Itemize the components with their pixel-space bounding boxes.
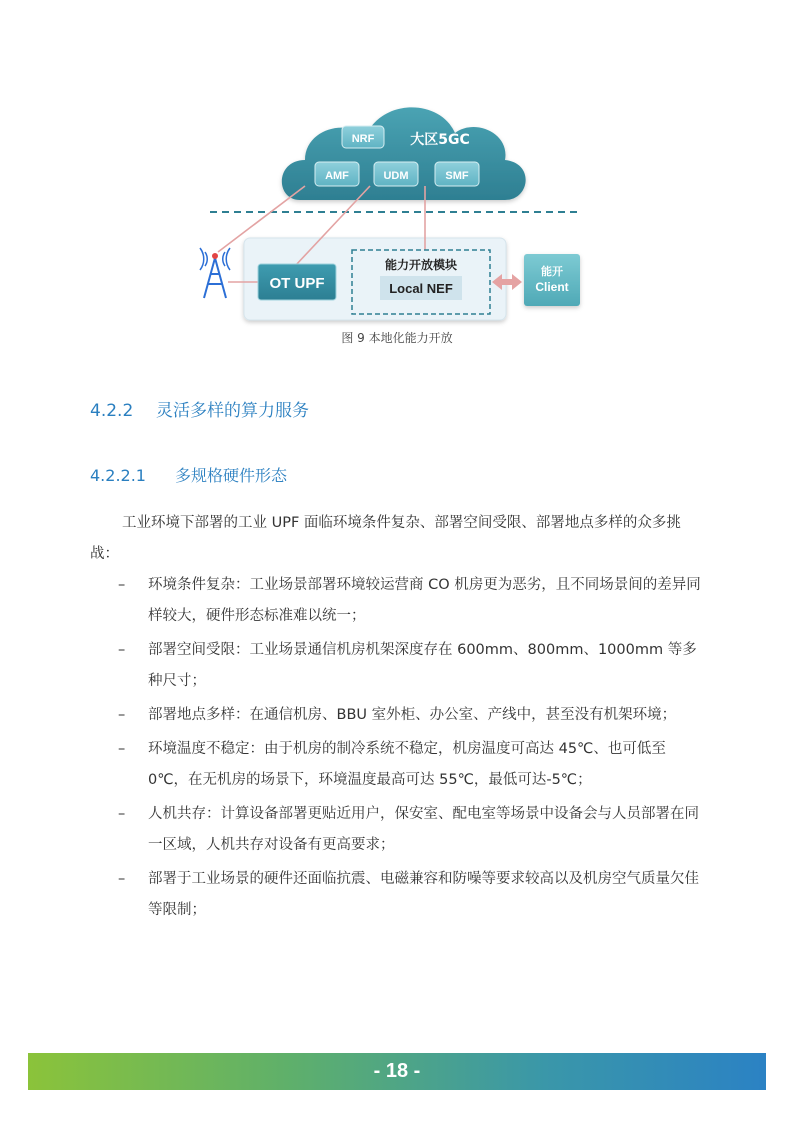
list-item bbox=[90, 799, 702, 861]
challenge-list bbox=[90, 570, 702, 929]
footer-bar bbox=[28, 1053, 766, 1090]
bullet-dash: – bbox=[118, 642, 126, 658]
capability-module-title: 能力开放模块 bbox=[384, 258, 458, 272]
amf-label: AMF bbox=[325, 170, 349, 182]
list-item-text: 部署于工业场景的硬件还面临抗震、电磁兼容和防噪等要求较高以及机房空气质量欠佳等限制； bbox=[148, 871, 699, 918]
figure-caption: 图 9 本地化能力开放 bbox=[341, 331, 453, 345]
section-number: 4.2.2 bbox=[90, 401, 134, 421]
subsection-number: 4.2.2.1 bbox=[90, 466, 146, 485]
client-label-line1: 能开 bbox=[541, 265, 563, 278]
subsection-title: 多规格硬件形态 bbox=[175, 466, 288, 485]
section-title: 灵活多样的算力服务 bbox=[156, 401, 309, 421]
subsection-heading bbox=[90, 463, 287, 486]
list-item bbox=[90, 864, 702, 926]
section-heading bbox=[90, 396, 309, 421]
list-item bbox=[90, 700, 702, 731]
list-item-text: 环境温度不稳定：由于机房的制冷系统不稳定，机房温度可高达 45℃、也可低至 0℃，在无机房的场景下，环境温度最高可达 55℃，最低可达-5℃； bbox=[148, 741, 666, 788]
list-item bbox=[90, 570, 702, 632]
bullet-dash: – bbox=[118, 806, 126, 822]
client-label-line2: Client bbox=[535, 280, 569, 294]
intro-paragraph bbox=[90, 508, 702, 570]
list-item-text: 环境条件复杂：工业场景部署环境较运营商 CO 机房更为恶劣，且不同场景间的差异同样较大，硬件形态标准难以统一； bbox=[148, 577, 701, 624]
cloud-title: 大区5GC bbox=[410, 132, 470, 148]
nrf-label: NRF bbox=[351, 133, 375, 145]
bullet-dash: – bbox=[118, 707, 126, 723]
local-nef-label: Local NEF bbox=[389, 281, 453, 296]
bullet-dash: – bbox=[118, 871, 126, 887]
antenna-tower-icon bbox=[200, 248, 230, 298]
bullet-dash: – bbox=[118, 741, 126, 757]
udm-label: UDM bbox=[383, 170, 409, 182]
page-number: - 18 - bbox=[373, 1060, 421, 1082]
intro-text: 工业环境下部署的工业 UPF 面临环境条件复杂、部署空间受限、部署地点多样的众多挑战： bbox=[90, 515, 681, 562]
bullet-dash: – bbox=[118, 577, 126, 593]
list-item-text: 部署空间受限：工业场景通信机房机架深度存在 600mm、800mm、1000mm 等多种尺寸； bbox=[148, 642, 697, 689]
smf-label: SMF bbox=[445, 170, 469, 182]
local-capability-exposure-diagram bbox=[190, 88, 600, 328]
ot-upf-label: OT UPF bbox=[269, 275, 325, 292]
list-item bbox=[90, 635, 702, 697]
list-item bbox=[90, 734, 702, 796]
list-item-text: 部署地点多样：在通信机房、BBU 室外柜、办公室、产线中，甚至没有机架环境； bbox=[148, 707, 677, 723]
list-item-text: 人机共存：计算设备部署更贴近用户，保安室、配电室等场景中设备会与人员部署在同一区域，人机共存对设备有更高要求； bbox=[148, 806, 699, 853]
